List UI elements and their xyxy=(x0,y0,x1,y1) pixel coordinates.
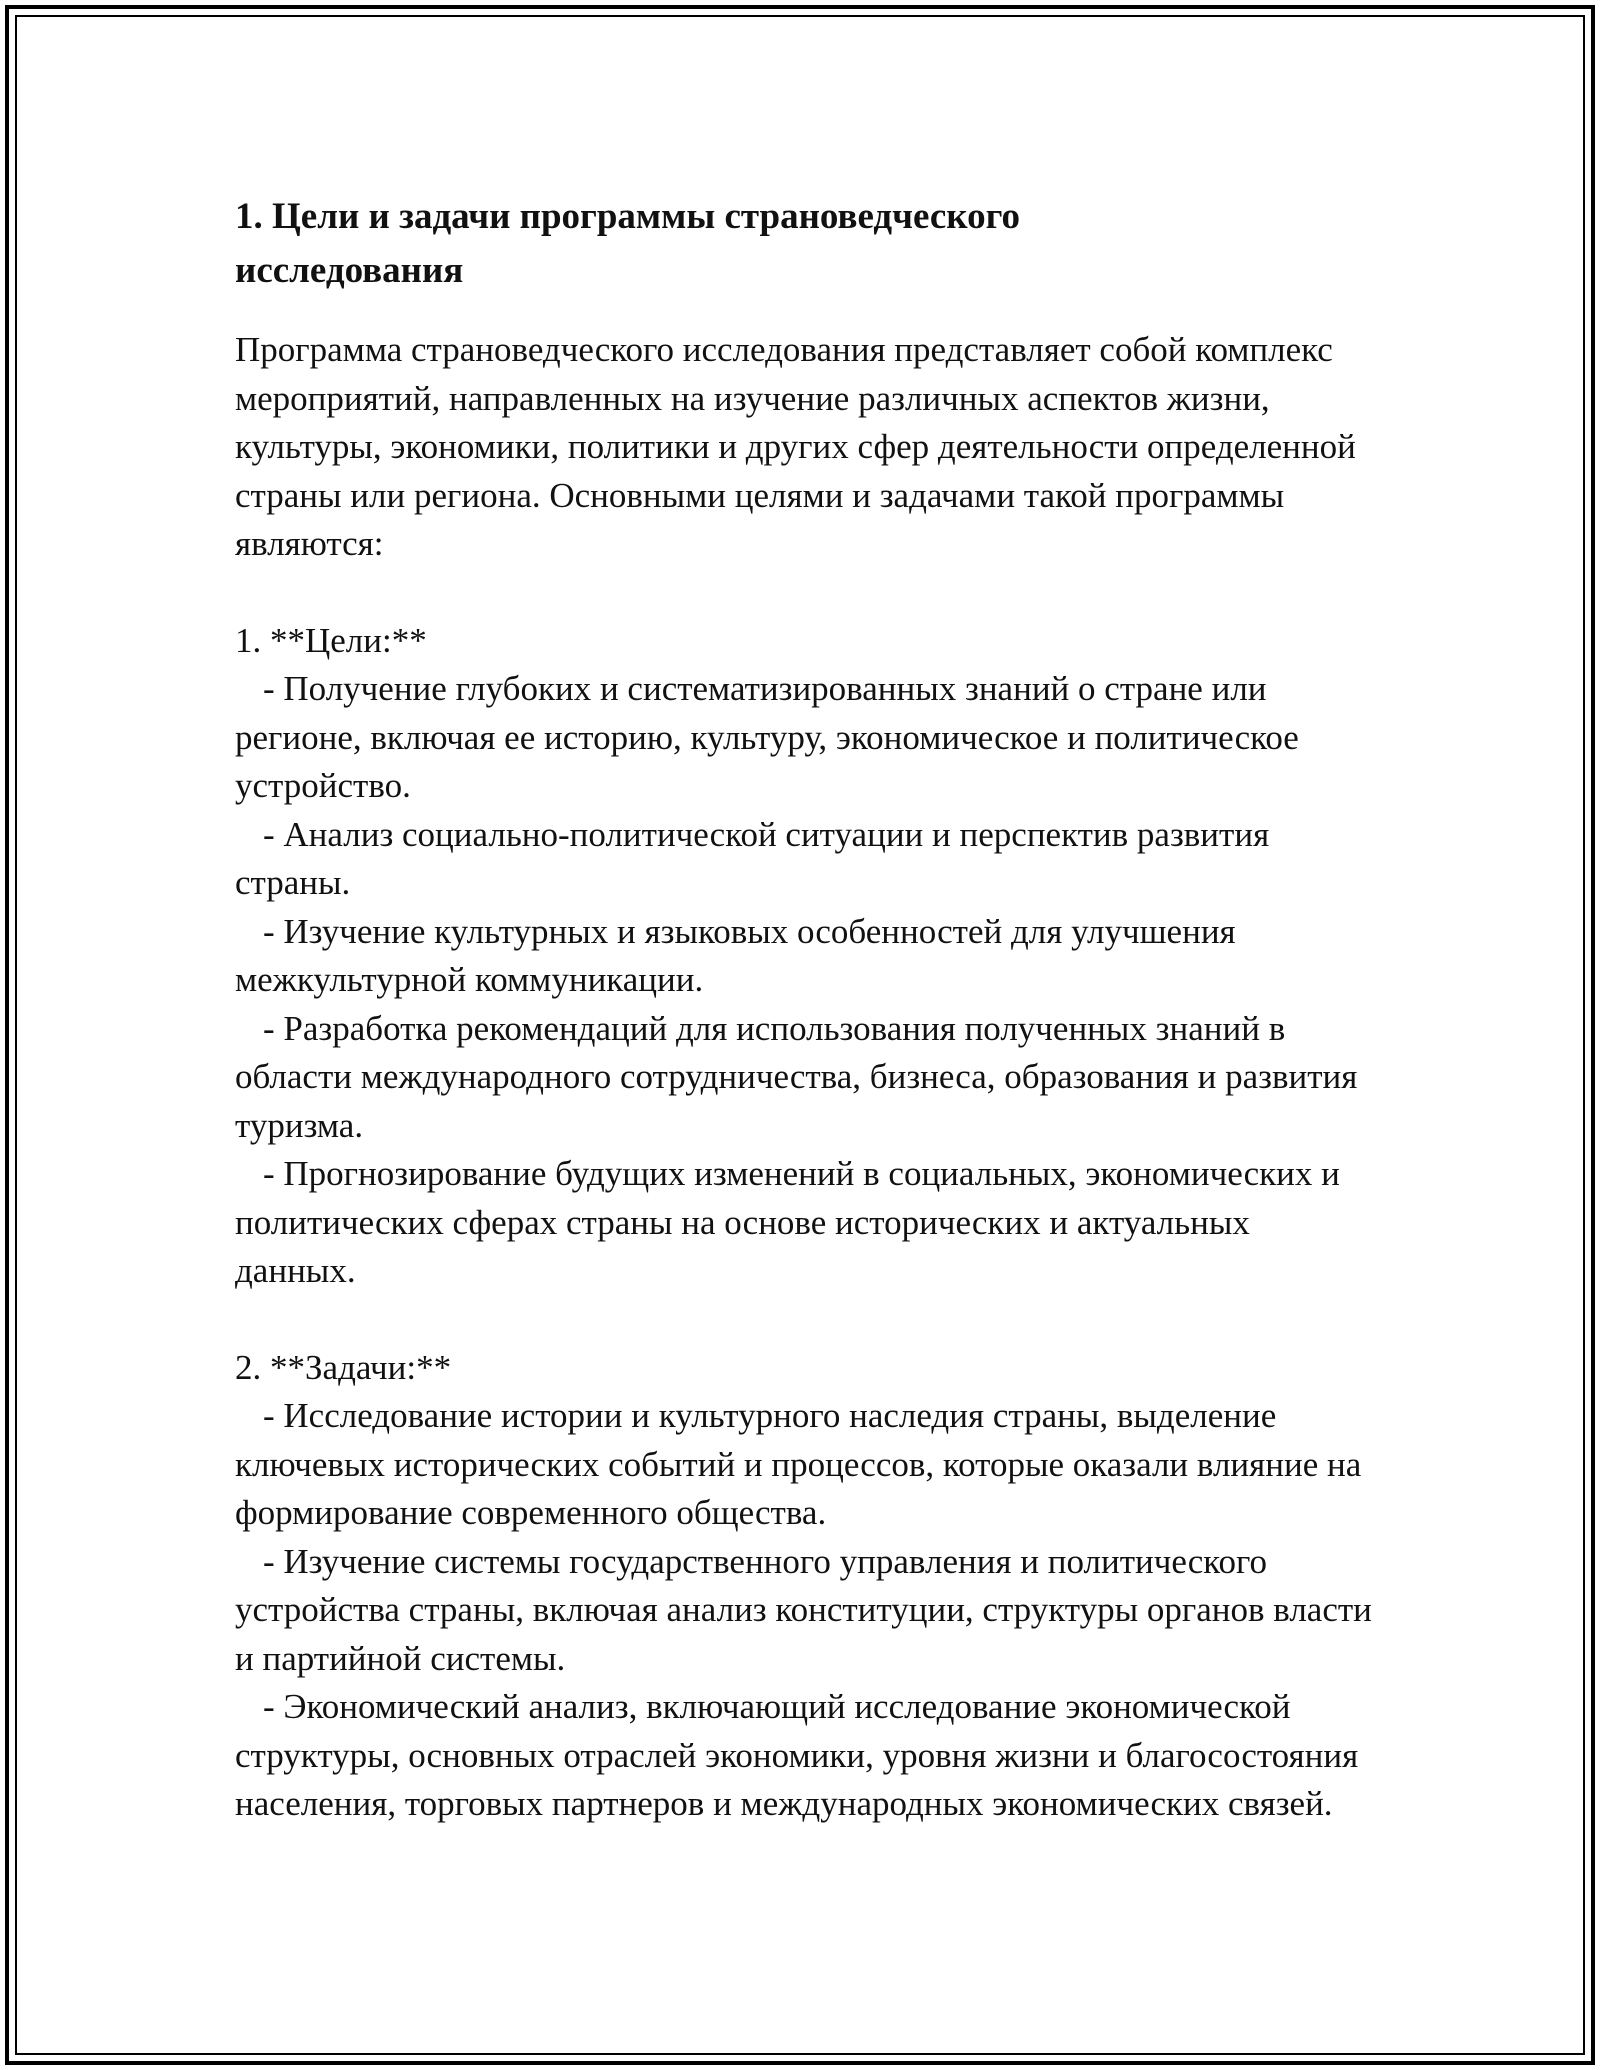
list-item: - Разработка рекомендаций для использования полученных знаний в области международного сотрудничества, бизнеса, образования и развития туризма. xyxy=(235,1008,1358,1145)
list-item: - Получение глубоких и систематизированных знаний о стране или регионе, включая ее историю, культуру, экономическое и политическое устройство. xyxy=(235,669,1299,805)
intro-paragraph: Программа страноведческого исследования представляет собой комплекс мероприятий, направленных на изучение различных аспектов жизни, культуры, экономики, политики и других сфер деятельности определенной страны или региона. Основными целями и задачами такой программы являются: xyxy=(235,330,1356,563)
section-goals xyxy=(235,617,1385,1296)
section-heading-tasks: 2. **Задачи:** xyxy=(235,1347,452,1387)
list-item: - Экономический анализ, включающий исследование экономической структуры, основных отраслей экономики, уровня жизни и благосостояния населения, торговых партнеров и международных экономических связей. xyxy=(235,1687,1359,1823)
document-title: 1. Цели и задачи программы страноведческого исследования xyxy=(235,196,1020,291)
list-item: - Прогнозирование будущих изменений в социальных, экономических и политических сферах страны на основе исторических и актуальных данных. xyxy=(235,1154,1340,1290)
list-item: - Исследование истории и культурного наследия страны, выделение ключевых исторических событий и процессов, которые оказали влияние на формирование современного общества. xyxy=(235,1396,1362,1532)
section-tasks xyxy=(235,1344,1385,1829)
list-item: - Изучение системы государственного управления и политического устройства страны, включая анализ конституции, структуры органов власти и партийной системы. xyxy=(235,1541,1372,1678)
list-item: - Анализ социально-политической ситуации и перспектив развития страны. xyxy=(235,814,1270,902)
list-item: - Изучение культурных и языковых особенностей для улучшения межкультурной коммуникации. xyxy=(235,911,1236,999)
section-heading-goals: 1. **Цели:** xyxy=(235,620,427,660)
document-body xyxy=(235,190,1385,1829)
